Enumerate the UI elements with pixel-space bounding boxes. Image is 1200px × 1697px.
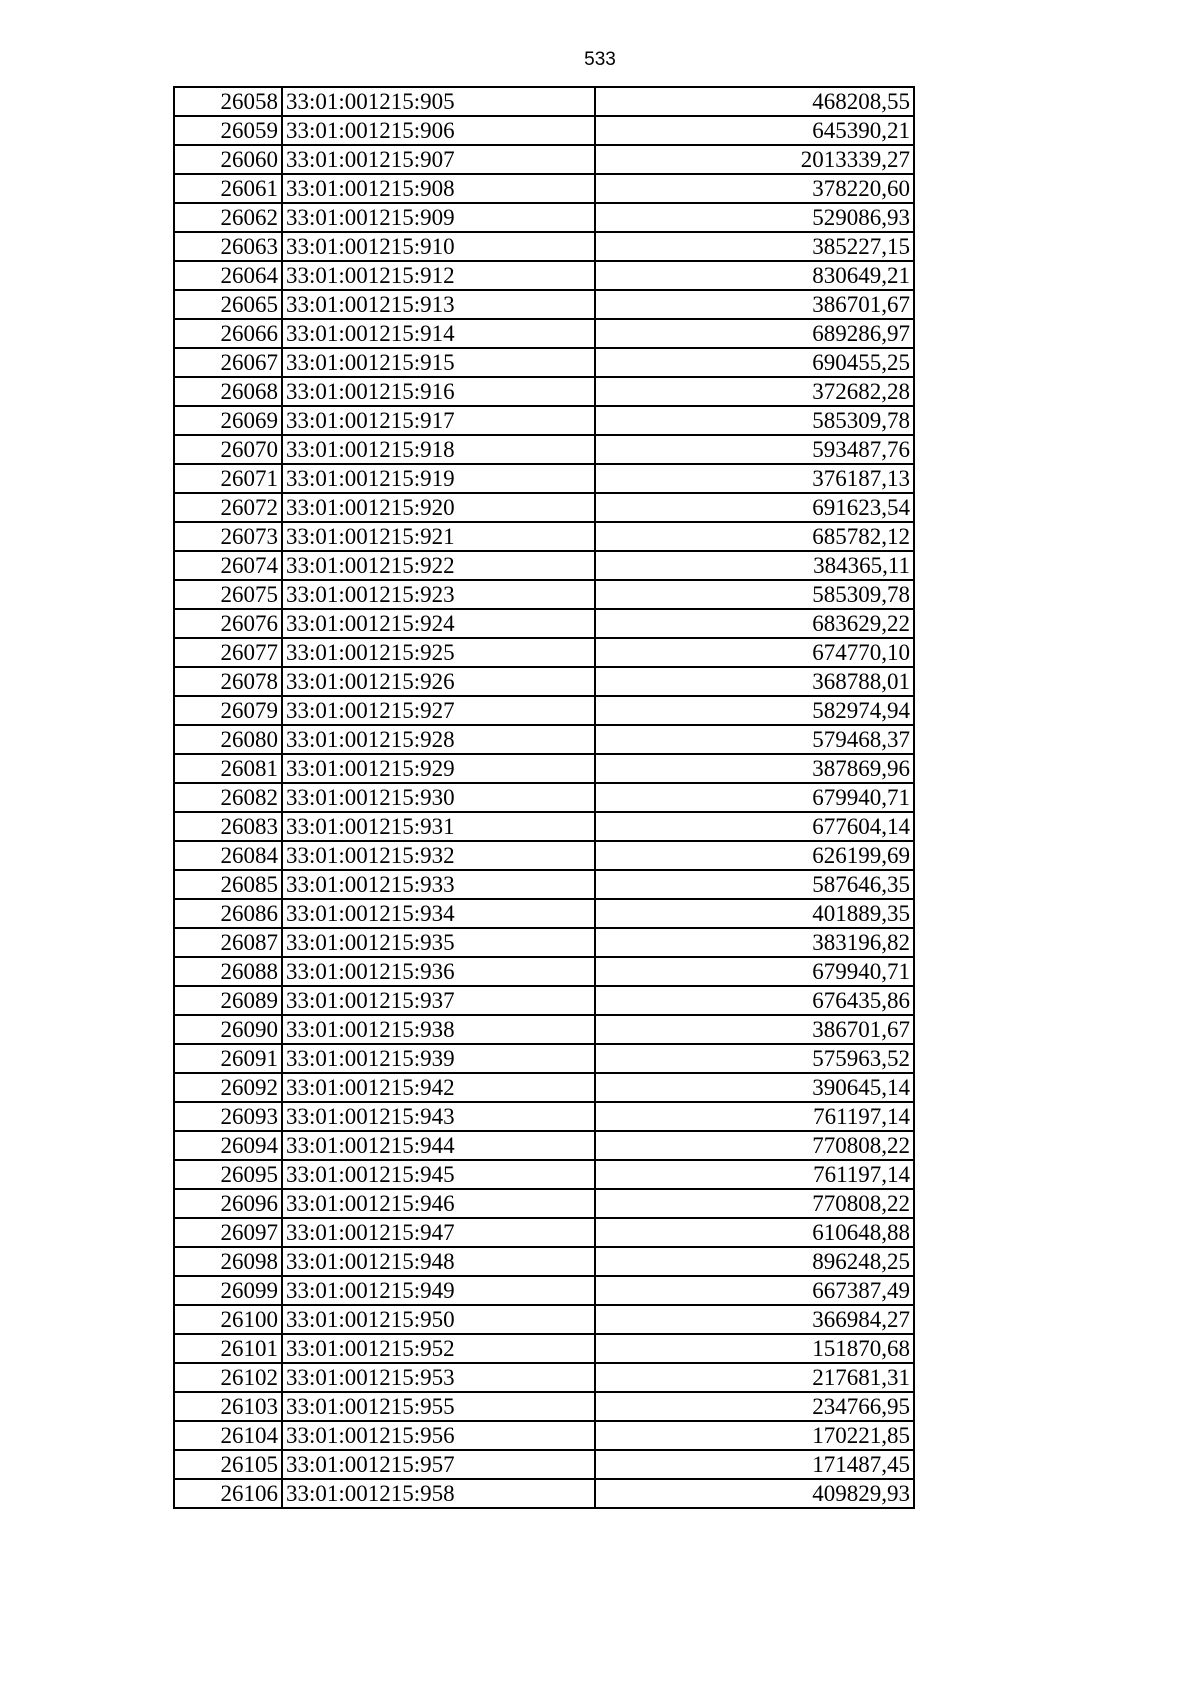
cadastral-number-cell: 33:01:001215:931 xyxy=(282,812,595,841)
table-row xyxy=(174,609,914,638)
row-number-cell: 26087 xyxy=(174,928,282,957)
row-number-cell: 26058 xyxy=(174,87,282,116)
cadastral-number-cell: 33:01:001215:912 xyxy=(282,261,595,290)
row-number-cell: 26105 xyxy=(174,1450,282,1479)
row-number-cell: 26084 xyxy=(174,841,282,870)
cadastral-number-cell: 33:01:001215:921 xyxy=(282,522,595,551)
cadastral-value-cell: 896248,25 xyxy=(595,1247,914,1276)
table-row xyxy=(174,348,914,377)
row-number-cell: 26079 xyxy=(174,696,282,725)
row-number-cell: 26098 xyxy=(174,1247,282,1276)
cadastral-number-cell: 33:01:001215:935 xyxy=(282,928,595,957)
table-row xyxy=(174,1044,914,1073)
row-number-cell: 26095 xyxy=(174,1160,282,1189)
cadastral-value-cell: 2013339,27 xyxy=(595,145,914,174)
cadastral-value-cell: 384365,11 xyxy=(595,551,914,580)
cadastral-value-cell: 170221,85 xyxy=(595,1421,914,1450)
row-number-cell: 26100 xyxy=(174,1305,282,1334)
cadastral-value-cell: 390645,14 xyxy=(595,1073,914,1102)
cadastral-number-cell: 33:01:001215:956 xyxy=(282,1421,595,1450)
cadastral-number-cell: 33:01:001215:907 xyxy=(282,145,595,174)
table-row xyxy=(174,1334,914,1363)
table-row xyxy=(174,116,914,145)
cadastral-value-cell: 368788,01 xyxy=(595,667,914,696)
table-row xyxy=(174,986,914,1015)
row-number-cell: 26073 xyxy=(174,522,282,551)
table-body xyxy=(174,87,914,1508)
cadastral-value-cell: 689286,97 xyxy=(595,319,914,348)
row-number-cell: 26060 xyxy=(174,145,282,174)
table-row xyxy=(174,1276,914,1305)
cadastral-number-cell: 33:01:001215:906 xyxy=(282,116,595,145)
cadastral-number-cell: 33:01:001215:950 xyxy=(282,1305,595,1334)
cadastral-value-cell: 626199,69 xyxy=(595,841,914,870)
cadastral-value-cell: 610648,88 xyxy=(595,1218,914,1247)
row-number-cell: 26097 xyxy=(174,1218,282,1247)
cadastral-number-cell: 33:01:001215:938 xyxy=(282,1015,595,1044)
cadastral-value-cell: 171487,45 xyxy=(595,1450,914,1479)
row-number-cell: 26063 xyxy=(174,232,282,261)
row-number-cell: 26088 xyxy=(174,957,282,986)
row-number-cell: 26092 xyxy=(174,1073,282,1102)
cadastral-number-cell: 33:01:001215:936 xyxy=(282,957,595,986)
row-number-cell: 26072 xyxy=(174,493,282,522)
cadastral-number-cell: 33:01:001215:916 xyxy=(282,377,595,406)
table-row xyxy=(174,754,914,783)
table-row xyxy=(174,435,914,464)
cadastral-value-cell: 685782,12 xyxy=(595,522,914,551)
cadastral-number-cell: 33:01:001215:915 xyxy=(282,348,595,377)
cadastral-number-cell: 33:01:001215:933 xyxy=(282,870,595,899)
cadastral-value-cell: 366984,27 xyxy=(595,1305,914,1334)
cadastral-number-cell: 33:01:001215:957 xyxy=(282,1450,595,1479)
table-row xyxy=(174,493,914,522)
table-row xyxy=(174,464,914,493)
row-number-cell: 26082 xyxy=(174,783,282,812)
row-number-cell: 26080 xyxy=(174,725,282,754)
row-number-cell: 26067 xyxy=(174,348,282,377)
cadastral-number-cell: 33:01:001215:946 xyxy=(282,1189,595,1218)
cadastral-value-cell: 372682,28 xyxy=(595,377,914,406)
cadastral-number-cell: 33:01:001215:937 xyxy=(282,986,595,1015)
cadastral-number-cell: 33:01:001215:917 xyxy=(282,406,595,435)
cadastral-number-cell: 33:01:001215:944 xyxy=(282,1131,595,1160)
cadastral-value-cell: 674770,10 xyxy=(595,638,914,667)
cadastral-value-cell: 217681,31 xyxy=(595,1363,914,1392)
table-row xyxy=(174,145,914,174)
row-number-cell: 26068 xyxy=(174,377,282,406)
cadastral-value-cell: 585309,78 xyxy=(595,580,914,609)
row-number-cell: 26099 xyxy=(174,1276,282,1305)
cadastral-number-cell: 33:01:001215:934 xyxy=(282,899,595,928)
cadastral-value-cell: 676435,86 xyxy=(595,986,914,1015)
cadastral-number-cell: 33:01:001215:920 xyxy=(282,493,595,522)
cadastral-value-table xyxy=(173,86,915,1509)
cadastral-value-cell: 529086,93 xyxy=(595,203,914,232)
cadastral-number-cell: 33:01:001215:922 xyxy=(282,551,595,580)
row-number-cell: 26104 xyxy=(174,1421,282,1450)
cadastral-number-cell: 33:01:001215:909 xyxy=(282,203,595,232)
cadastral-value-cell: 761197,14 xyxy=(595,1102,914,1131)
cadastral-number-cell: 33:01:001215:923 xyxy=(282,580,595,609)
cadastral-value-cell: 409829,93 xyxy=(595,1479,914,1508)
cadastral-number-cell: 33:01:001215:945 xyxy=(282,1160,595,1189)
table-row xyxy=(174,406,914,435)
row-number-cell: 26094 xyxy=(174,1131,282,1160)
cadastral-value-cell: 151870,68 xyxy=(595,1334,914,1363)
table-row xyxy=(174,667,914,696)
cadastral-value-cell: 579468,37 xyxy=(595,725,914,754)
table-row xyxy=(174,1247,914,1276)
cadastral-number-cell: 33:01:001215:930 xyxy=(282,783,595,812)
cadastral-number-cell: 33:01:001215:926 xyxy=(282,667,595,696)
table-row xyxy=(174,899,914,928)
cadastral-value-cell: 830649,21 xyxy=(595,261,914,290)
table-row xyxy=(174,203,914,232)
row-number-cell: 26103 xyxy=(174,1392,282,1421)
table-row xyxy=(174,841,914,870)
cadastral-value-cell: 386701,67 xyxy=(595,1015,914,1044)
cadastral-value-cell: 401889,35 xyxy=(595,899,914,928)
cadastral-value-cell: 385227,15 xyxy=(595,232,914,261)
cadastral-number-cell: 33:01:001215:910 xyxy=(282,232,595,261)
row-number-cell: 26093 xyxy=(174,1102,282,1131)
cadastral-number-cell: 33:01:001215:918 xyxy=(282,435,595,464)
table-row xyxy=(174,783,914,812)
row-number-cell: 26070 xyxy=(174,435,282,464)
table-row xyxy=(174,1305,914,1334)
cadastral-value-cell: 770808,22 xyxy=(595,1189,914,1218)
cadastral-number-cell: 33:01:001215:924 xyxy=(282,609,595,638)
table-row xyxy=(174,725,914,754)
table-row xyxy=(174,1218,914,1247)
cadastral-number-cell: 33:01:001215:942 xyxy=(282,1073,595,1102)
table-row xyxy=(174,1392,914,1421)
cadastral-number-cell: 33:01:001215:955 xyxy=(282,1392,595,1421)
row-number-cell: 26085 xyxy=(174,870,282,899)
row-number-cell: 26083 xyxy=(174,812,282,841)
cadastral-number-cell: 33:01:001215:943 xyxy=(282,1102,595,1131)
table-row xyxy=(174,928,914,957)
table-row xyxy=(174,261,914,290)
cadastral-value-cell: 645390,21 xyxy=(595,116,914,145)
cadastral-number-cell: 33:01:001215:914 xyxy=(282,319,595,348)
cadastral-number-cell: 33:01:001215:939 xyxy=(282,1044,595,1073)
table-row xyxy=(174,638,914,667)
cadastral-number-cell: 33:01:001215:929 xyxy=(282,754,595,783)
cadastral-value-cell: 593487,76 xyxy=(595,435,914,464)
row-number-cell: 26081 xyxy=(174,754,282,783)
table-row xyxy=(174,522,914,551)
row-number-cell: 26071 xyxy=(174,464,282,493)
row-number-cell: 26089 xyxy=(174,986,282,1015)
cadastral-number-cell: 33:01:001215:927 xyxy=(282,696,595,725)
table-row xyxy=(174,1160,914,1189)
table-row xyxy=(174,232,914,261)
cadastral-value-cell: 770808,22 xyxy=(595,1131,914,1160)
row-number-cell: 26064 xyxy=(174,261,282,290)
row-number-cell: 26102 xyxy=(174,1363,282,1392)
row-number-cell: 26074 xyxy=(174,551,282,580)
cadastral-value-cell: 468208,55 xyxy=(595,87,914,116)
table-row xyxy=(174,87,914,116)
row-number-cell: 26065 xyxy=(174,290,282,319)
row-number-cell: 26086 xyxy=(174,899,282,928)
table-row xyxy=(174,1015,914,1044)
row-number-cell: 26096 xyxy=(174,1189,282,1218)
cadastral-value-cell: 386701,67 xyxy=(595,290,914,319)
cadastral-value-cell: 376187,13 xyxy=(595,464,914,493)
cadastral-value-cell: 679940,71 xyxy=(595,783,914,812)
row-number-cell: 26090 xyxy=(174,1015,282,1044)
table-row xyxy=(174,1421,914,1450)
cadastral-number-cell: 33:01:001215:925 xyxy=(282,638,595,667)
cadastral-number-cell: 33:01:001215:913 xyxy=(282,290,595,319)
cadastral-value-cell: 383196,82 xyxy=(595,928,914,957)
table-row xyxy=(174,1450,914,1479)
row-number-cell: 26069 xyxy=(174,406,282,435)
table-row xyxy=(174,1189,914,1218)
table-row xyxy=(174,696,914,725)
cadastral-value-cell: 679940,71 xyxy=(595,957,914,986)
row-number-cell: 26075 xyxy=(174,580,282,609)
table-row xyxy=(174,1479,914,1508)
table-row xyxy=(174,812,914,841)
table-row xyxy=(174,1102,914,1131)
row-number-cell: 26066 xyxy=(174,319,282,348)
table-row xyxy=(174,580,914,609)
table-row xyxy=(174,377,914,406)
table-row xyxy=(174,870,914,899)
table-row xyxy=(174,1073,914,1102)
cadastral-value-cell: 761197,14 xyxy=(595,1160,914,1189)
cadastral-number-cell: 33:01:001215:905 xyxy=(282,87,595,116)
cadastral-number-cell: 33:01:001215:932 xyxy=(282,841,595,870)
cadastral-value-cell: 582974,94 xyxy=(595,696,914,725)
cadastral-value-cell: 378220,60 xyxy=(595,174,914,203)
cadastral-number-cell: 33:01:001215:919 xyxy=(282,464,595,493)
cadastral-value-cell: 667387,49 xyxy=(595,1276,914,1305)
row-number-cell: 26059 xyxy=(174,116,282,145)
cadastral-number-cell: 33:01:001215:952 xyxy=(282,1334,595,1363)
cadastral-value-cell: 690455,25 xyxy=(595,348,914,377)
table-row xyxy=(174,957,914,986)
cadastral-number-cell: 33:01:001215:958 xyxy=(282,1479,595,1508)
cadastral-number-cell: 33:01:001215:953 xyxy=(282,1363,595,1392)
cadastral-value-cell: 585309,78 xyxy=(595,406,914,435)
table-row xyxy=(174,1131,914,1160)
cadastral-value-cell: 683629,22 xyxy=(595,609,914,638)
cadastral-value-cell: 387869,96 xyxy=(595,754,914,783)
cadastral-number-cell: 33:01:001215:928 xyxy=(282,725,595,754)
cadastral-value-cell: 691623,54 xyxy=(595,493,914,522)
cadastral-number-cell: 33:01:001215:949 xyxy=(282,1276,595,1305)
cadastral-number-cell: 33:01:001215:947 xyxy=(282,1218,595,1247)
cadastral-value-cell: 677604,14 xyxy=(595,812,914,841)
cadastral-number-cell: 33:01:001215:908 xyxy=(282,174,595,203)
cadastral-number-cell: 33:01:001215:948 xyxy=(282,1247,595,1276)
row-number-cell: 26106 xyxy=(174,1479,282,1508)
row-number-cell: 26078 xyxy=(174,667,282,696)
row-number-cell: 26076 xyxy=(174,609,282,638)
table-row xyxy=(174,319,914,348)
page-number: 533 xyxy=(584,49,616,70)
row-number-cell: 26061 xyxy=(174,174,282,203)
row-number-cell: 26091 xyxy=(174,1044,282,1073)
table-row xyxy=(174,551,914,580)
cadastral-value-cell: 587646,35 xyxy=(595,870,914,899)
row-number-cell: 26062 xyxy=(174,203,282,232)
cadastral-value-cell: 234766,95 xyxy=(595,1392,914,1421)
row-number-cell: 26077 xyxy=(174,638,282,667)
row-number-cell: 26101 xyxy=(174,1334,282,1363)
table-row xyxy=(174,1363,914,1392)
cadastral-value-cell: 575963,52 xyxy=(595,1044,914,1073)
table-row xyxy=(174,174,914,203)
table-row xyxy=(174,290,914,319)
